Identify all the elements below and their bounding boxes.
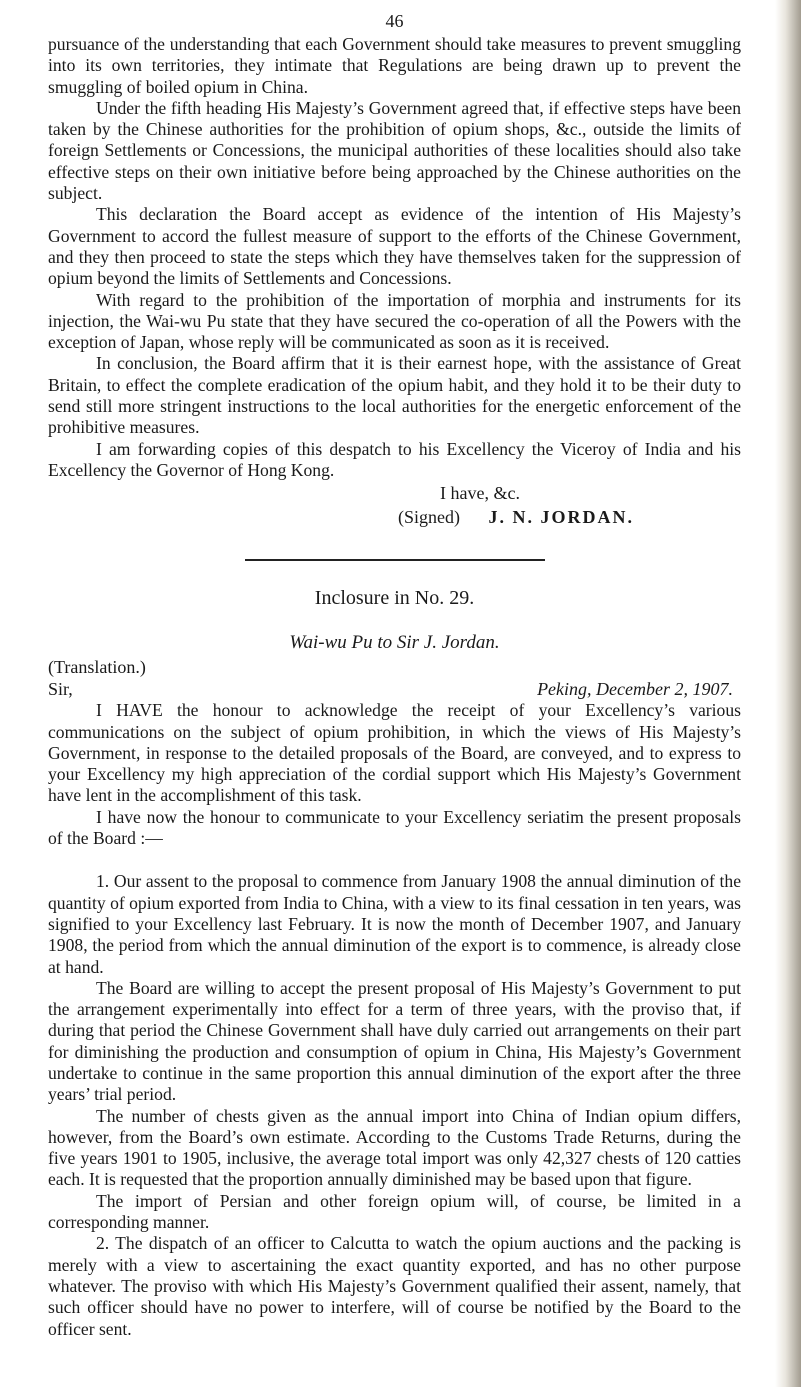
salutation-row [48,678,741,700]
numbered-paragraph-3: The number of chests given as the annual import into China of Indian opium differs, however, from the Board’s own estimate. According to the Customs Trade Returns, during the five years 1901 to 1905, inclusive, the average total import was only 42,327 chests of 120 catties each. It is requested that the proportion annually diminished may be based upon that figure. [48,1105,741,1190]
paragraph-gap [48,849,741,871]
numbered-paragraph-1: 1. Our assent to the proposal to commence from January 1908 the annual diminution of the quantity of opium exported from India to China, with a view to its final cessation in ten years, was signified to your Excellency last February. It is now the month of December 1907, and January 1908, the period from which the annual diminution of the export is to commence, is already close at hand. [48,871,741,977]
letter-paragraph-1: I HAVE the honour to acknowledge the receipt of your Excellency’s various communications on the subject of opium prohibition, in which the views of His Majesty’s Government, in response to the detailed proposals of the Board, are conveyed, and to express to your Excellency my high appreciation of the cordial support which His Majesty’s Government have lent in the accomplishment of this task. [48,700,741,806]
page-number: 46 [385,11,404,31]
intro-paragraph-1: pursuance of the understanding that each Government should take measures to prevent smuggling into its own territories, they intimate that Regulations are being drawn up to prevent the smuggling of boiled opium in China. [48,34,741,97]
numbered-paragraph-4: The import of Persian and other foreign opium will, of course, be limited in a corresponding manner. [48,1190,741,1233]
salutation: Sir, [48,679,73,700]
letter-paragraph-2: I have now the honour to communicate to your Excellency seriatim the present proposals of the Board :— [48,806,741,849]
dateline: Peking, December 2, 1907. [537,679,733,700]
section-divider [245,559,545,561]
numbered-paragraph-5: 2. The dispatch of an officer to Calcutta to watch the opium auctions and the packing is merely with a view to ascertaining the exact quantity exported, and has no other purpose whatever. The proviso with which His Majesty’s Government qualified their assent, namely, that such officer should have no power to interfere, will of course be notified by the Board to the officer sent. [48,1233,741,1339]
intro-paragraph-5: In conclusion, the Board affirm that it is their earnest hope, with the assistance of Great Britain, to effect the complete eradication of the opium habit, and they hold it to be their duty to send still more stringent instructions to the local authorities for the energetic enforcement of the prohibitive measures. [48,353,741,438]
inclosure-title: Inclosure in No. 29. [314,587,475,610]
signature-closing: I have, &c. [440,483,520,504]
page-edge-shadow [775,0,801,1387]
translation-note: (Translation.) [48,657,146,678]
inclosure-subtitle: Wai-wu Pu to Sir J. Jordan. [289,632,500,654]
numbered-paragraph-2: The Board are willing to accept the present proposal of His Majesty’s Government to put the arrangement experimentally into effect for a term of three years, with the proviso that, if during that period the Chinese Government shall have duly carried out arrangements on their part for diminishing the production and consumption of opium in China, His Majesty’s Government undertake to continue in the same proportion this annual diminution of the export after the three years’ trial period. [48,977,741,1105]
intro-paragraph-2: Under the fifth heading His Majesty’s Government agreed that, if effective steps have been taken by the Chinese authorities for the prohibition of opium shops, &c., outside the limits of foreign Settlements or Concessions, the municipal authorities of these localities should also take effective steps on their own initiative before being approached by the Chinese authorities on the subject. [48,97,741,204]
signatory-name: J. N. JORDAN. [488,507,634,528]
signed-label: (Signed) [398,507,460,528]
intro-paragraph-4: With regard to the prohibition of the importation of morphia and instruments for its injection, the Wai-wu Pu state that they have secured the co-operation of all the Powers with the exception of Japan, whose reply will be communicated as soon as it is received. [48,289,741,353]
intro-paragraph-6: I am forwarding copies of this despatch to his Excellency the Viceroy of India and his Excellency the Governor of Hong Kong. [48,438,741,480]
signature-line [398,505,741,529]
intro-paragraph-3: This declaration the Board accept as evidence of the intention of His Majesty’s Government to accord the fullest measure of support to the efforts of the Chinese Government, and they then proceed to state the steps which they have themselves taken for the suppression of opium beyond the limits of Settlements and Concessions. [48,204,741,289]
